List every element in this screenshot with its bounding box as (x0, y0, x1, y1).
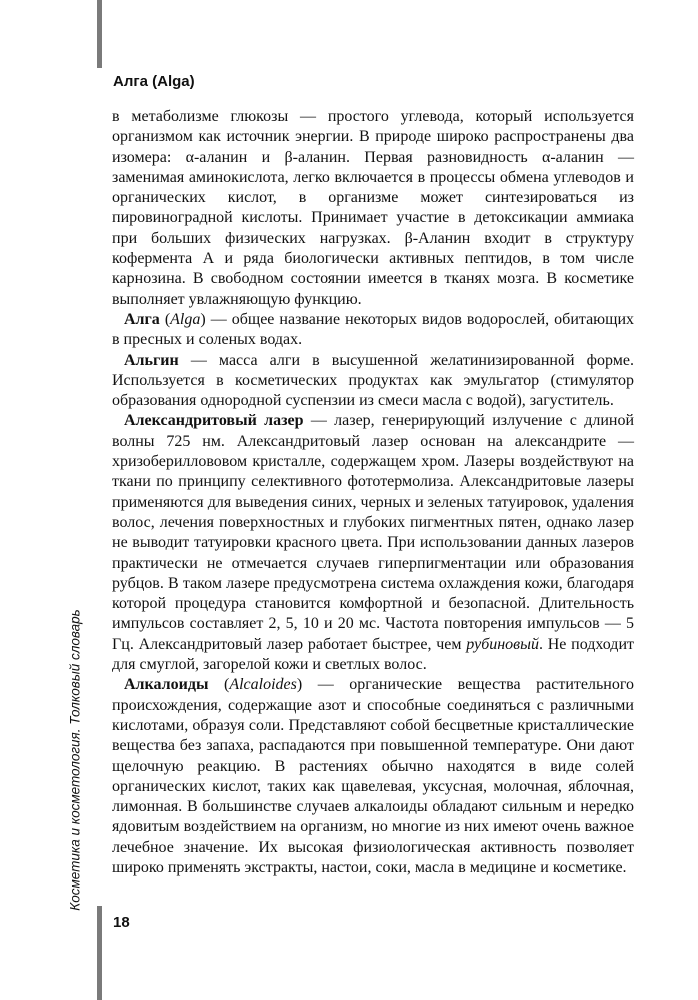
entry-term: Альгин (124, 351, 179, 369)
entry-latin: Alga (170, 310, 201, 328)
running-head: Алга (Alga) (113, 73, 195, 90)
body-text (112, 107, 634, 878)
entry-alga: Алга (Alga) — общее название некоторых видов водорослей, обитающих в пресных и соленых водах. (112, 310, 635, 349)
entry-definition-end: . Не подходит для смуглой, загорелой кожи и светлых волос. (112, 635, 634, 674)
entry-definition: — органические вещества растительного происхождения, содержащие азот и способные соединяться с различными кислотами, образуя соли. Представляют собой бесцветные кристаллические вещества без запаха, распадаются при повышенной температуре. Они дают щелочную реакцию. В растениях обычно находятся в виде солей органических кислот, таких как щавелевая, уксусная, молочная, яблочная, лимонная. В большинстве случаев алкалоиды обладают сильным и нередко ядовитым воздействием на организм, но многие из них имеют очень важное лечебное значение. Их высокая физиологическая активность позволяет широко применять экстракты, настои, соки, масла в медицине и косметике. (112, 676, 635, 876)
continuation-paragraph: в метаболизме глюкозы — простого углевода, который используется организмом как источник энергии. В природе широко распространены два изомера: α-аланин и β-аланин. Первая разновидность α-аланин — заменимая аминокислота, легко включается в процессы обмена углеводов и органических кислот, в организме может синтезироваться из пировиноградной кислоты. Принимает участие в детоксикации аммиака при больших физических нагрузках. β-Аланин входит в структуру кофермента А и ряда биологически активных пептидов, в том числе карнозина. В свободном состоянии имеется в тканях мозга. В косметике выполняет увлажняющую функцию. (112, 108, 634, 308)
entry-algin (112, 351, 634, 412)
page-number: 18 (113, 914, 130, 931)
entry-italic-word: рубиновый (466, 635, 539, 653)
entry-definition: — масса алги в высушенной желатинизированной форме. Используется в косметических продуктах как эмульгатор (стимулятор образования однородной суспензии из смеси масла с водой), загуститель. (112, 351, 634, 410)
bottom-margin-bar (97, 906, 102, 1000)
entry-term: Алга (124, 310, 160, 328)
top-margin-bar (97, 0, 102, 68)
entry-alexandrite-laser (112, 411, 634, 675)
entry-term: Александритовый лазер (124, 412, 304, 430)
entry-definition: — общее название некоторых видов водорослей, обитающих в пресных и соленых водах. (112, 310, 635, 349)
side-label-text: Косметика и косметология. Толковый словарь (67, 609, 83, 911)
entry-alkaloids: Алкалоиды (Alcaloides) — органические вещества растительного происхождения, содержащие азот и способные соединяться с различными кислотами, образуя соли. Представляют собой бесцветные кристаллические вещества без запаха, распадаются при повышенной температуре. Они дают щелочную реакцию. В растениях обычно находятся в виде солей органических кислот, таких как щавелевая, уксусная, молочная, яблочная, лимонная. В большинстве случаев алкалоиды обладают сильным и нередко ядовитым воздействием на организм, но многие из них имеют очень важное лечебное значение. Их высокая физиологическая активность позволяет широко применять экстракты, настои, соки, масла в медицине и косметике. (112, 676, 635, 876)
entry-definition: — лазер, генерирующий излучение с длиной волны 725 нм. Александритовый лазер основан на александрите — хризобериллововом кристалле, содержащем хром. Лазеры воздействуют на ткани по принципу селективного фототермолиза. Александритовые лазеры применяются для выведения синих, черных и зеленых татуировок, удаления волос, лечения поверхностных и глубоких пигментных пятен, однако лазер не выводит татуировки красного цвета. При использовании данных лазеров практически не отмечается случаев гиперпигментации или образования рубцов. В таком лазере предусмотрена система охлаждения кожи, благодаря которой процедура становится комфортной и безопасной. Длительность импульсов составляет 2, 5, 10 и 20 мс. Частота повторения импульсов — 5 Гц. Александритовый лазер работает быстрее, чем (112, 412, 635, 653)
entry-latin: Alcaloides (229, 676, 297, 694)
entry-term: Алкалоиды (124, 676, 209, 694)
